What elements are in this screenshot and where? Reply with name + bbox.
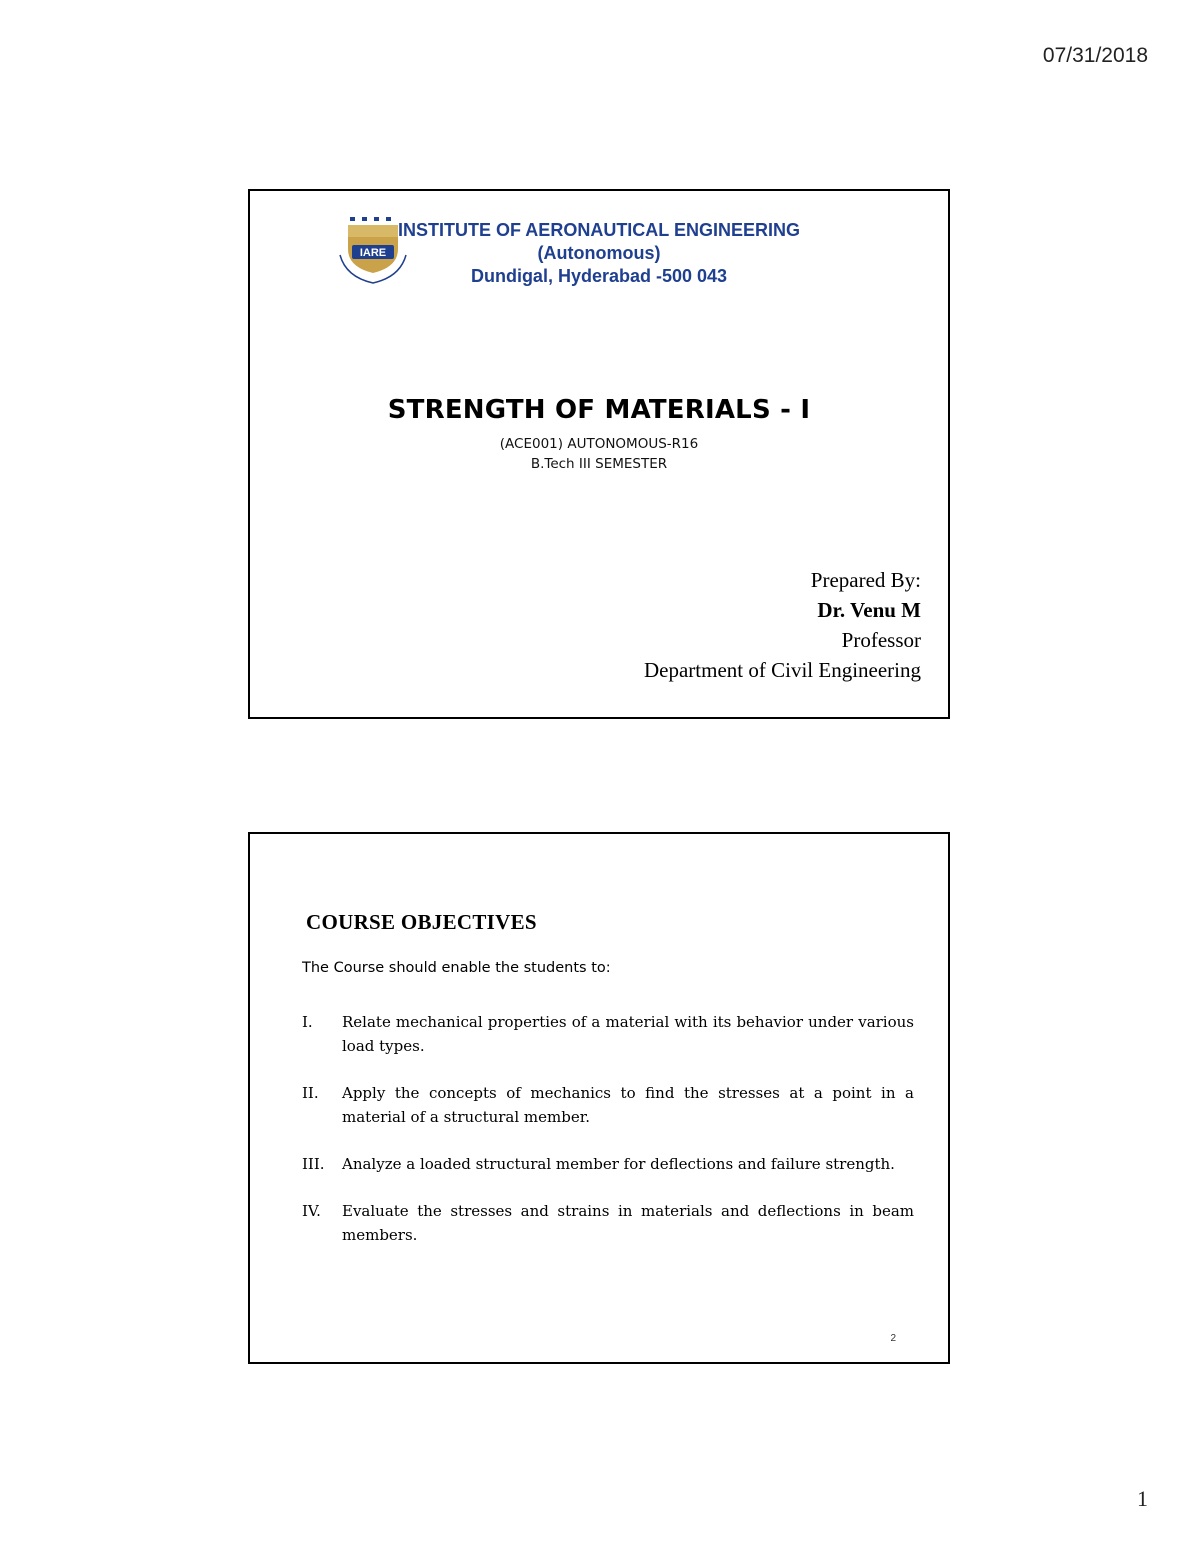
page-date: 07/31/2018 [1042, 44, 1148, 67]
author-department: Department of Civil Engineering [643, 658, 921, 682]
objectives-list [302, 1010, 914, 1270]
course-title: STRENGTH OF MATERIALS - I [387, 395, 811, 425]
institute-status: (Autonomous) [537, 243, 661, 263]
objective-text: Analyze a loaded structural member for deflections and failure strength. [342, 1155, 895, 1173]
objective-number: I. [302, 1013, 313, 1031]
author-designation: Professor [841, 628, 921, 652]
author-name: Dr. Venu M [817, 598, 921, 622]
objective-number: IV. [302, 1202, 321, 1220]
objective-item [302, 1081, 914, 1129]
prepared-by-label: Prepared By: [810, 568, 921, 592]
objective-text: Relate mechanical properties of a material with its behavior under various load types. [342, 1013, 914, 1055]
title-slide [248, 189, 950, 719]
slide-number: 2 [890, 1333, 896, 1344]
objective-number: III. [302, 1155, 325, 1173]
page-number: 1 [1137, 1486, 1148, 1511]
institute-address: Dundigal, Hyderabad -500 043 [470, 266, 728, 286]
objective-item [302, 1010, 914, 1058]
logo-text: IARE [359, 247, 387, 259]
objective-item [302, 1152, 914, 1176]
objective-item [302, 1199, 914, 1247]
objectives-intro: The Course should enable the students to: [302, 960, 611, 976]
objective-number: II. [302, 1084, 319, 1102]
course-semester: B.Tech III SEMESTER [530, 456, 668, 472]
course-code: (ACE001) AUTONOMOUS-R16 [499, 436, 699, 452]
objective-text: Evaluate the stresses and strains in materials and deflections in beam members. [342, 1202, 914, 1244]
objective-text: Apply the concepts of mechanics to find the stresses at a point in a material of a structural member. [342, 1084, 914, 1126]
institute-block [360, 219, 838, 288]
objectives-heading: COURSE OBJECTIVES [306, 910, 537, 934]
prepared-by-block [644, 565, 921, 685]
institute-name: INSTITUTE OF AERONAUTICAL ENGINEERING [397, 220, 800, 240]
objectives-slide [248, 832, 950, 1364]
